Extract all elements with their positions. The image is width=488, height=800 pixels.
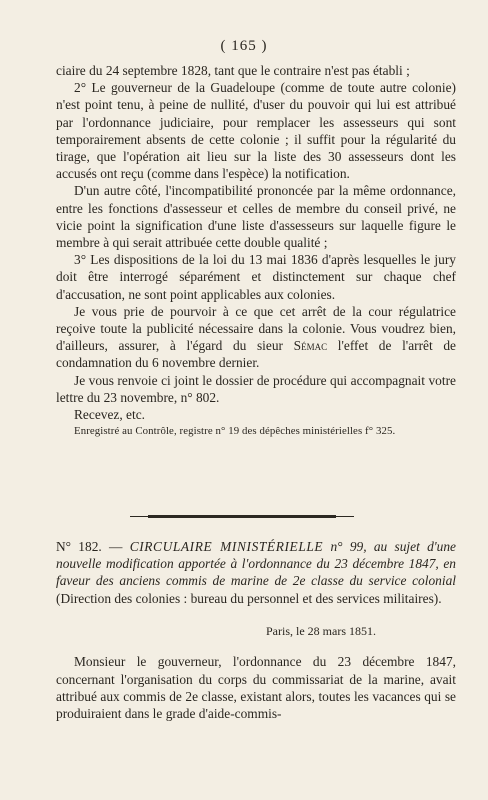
paragraph-text: l'effet de l'arrêt de condamnation du 6 novembre dernier. bbox=[56, 338, 456, 371]
paragraph bbox=[56, 303, 456, 372]
circular-body bbox=[56, 640, 456, 736]
circular-subtitle: n° 99, au sujet d'une nouvelle modification apportée à l'ordonnance du 23 décembre 1847, en faveur des anciens commis de marine de 2e classe du service colonial bbox=[56, 539, 456, 589]
paragraph: Monsieur le gouverneur, l'ordonnance du 23 décembre 1847, concernant l'organisation du corps du commissariat de la marine, avait attribué aux commis de 2e classe, existant alors, toutes les vacances qui se produiraient dans le grade d'aide-commis- bbox=[56, 654, 456, 721]
paragraph: D'un autre côté, l'incompatibilité prononcée par la même ordonnance, entre les fonctions d'assesseur et celles de membre du conseil privé, ne vicie point la signification d'une liste d'assesseurs sur laquelle figure le membre à qui serait attribuée cette double qualité ; bbox=[56, 183, 456, 251]
circular-title: CIRCULAIRE MINISTÉRIELLE bbox=[129, 539, 324, 554]
letter-body bbox=[56, 62, 456, 440]
dateline: Paris, le 28 mars 1851. bbox=[266, 624, 376, 638]
paragraph: ciaire du 24 septembre 1828, tant que le contraire n'est pas établi ; bbox=[56, 63, 410, 78]
circular-heading bbox=[56, 538, 456, 607]
section-divider bbox=[148, 515, 336, 518]
paragraph: 2° Le gouverneur de la Guadeloupe (comme de toute autre colonie) n'est point tenu, à peine de nullité, d'user du pouvoir qui lui est attribué par l'ordonnance judiciaire, pour remplacer les assesseurs qui sont temporairement absents de cette colonie ; il suffit pour la régularité du tirage, que l'opération ait lieu sur la liste des 30 assesseurs dont les accusés ont reçu (comme dans l'espèce) la notification. bbox=[56, 80, 456, 182]
paragraph-text: Je vous prie de pourvoir à ce que cet arrêt de la cour régulatrice reçoive toute la publicité nécessaire dans la colonie. Vous voudrez bien, d'ailleurs, assurer, à l'égard du sieur bbox=[56, 303, 456, 354]
paragraph: Recevez, etc. bbox=[74, 407, 145, 423]
register-note: Enregistré au Contrôle, registre n° 19 des dépêches ministérielles f° 325. bbox=[74, 425, 396, 438]
page-number: ( 165 ) bbox=[220, 38, 268, 54]
person-name: Sémac bbox=[293, 338, 328, 354]
paragraph: 3° Les dispositions de la loi du 13 mai 1836 d'après lesquelles le jury doit être interrogé séparément et distinctement sur chaque chef d'accusation, ne sont point applicables aux colonies. bbox=[56, 252, 456, 302]
paragraph: Je vous renvoie ci joint le dossier de procédure qui accompagnait votre lettre du 23 novembre, n° 802. bbox=[56, 372, 456, 405]
circular-number: N° 182. — bbox=[56, 539, 123, 554]
circular-direction: (Direction des colonies : bureau du personnel et des services militaires). bbox=[56, 590, 442, 606]
